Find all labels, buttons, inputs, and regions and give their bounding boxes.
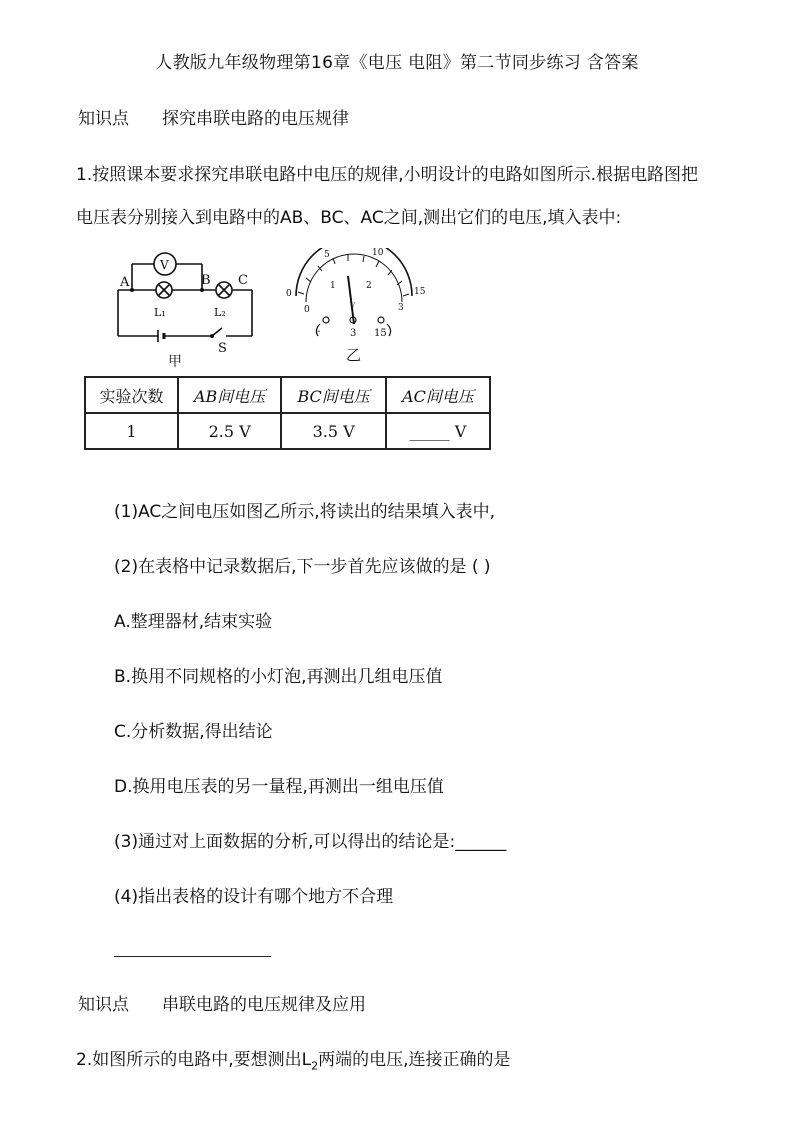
scale-bottom-3: 3: [398, 303, 404, 313]
question-2-text: [76, 1045, 511, 1072]
option-b: B.换用不同规格的小灯泡,再测出几组电压值: [114, 667, 443, 687]
figure-caption-yi: 乙: [346, 346, 362, 364]
figure-caption-jia: 甲: [168, 354, 182, 370]
scale-top-15: 15: [414, 287, 426, 297]
table-cell: 1: [85, 413, 178, 449]
question-2-subscript: 2: [311, 1059, 319, 1073]
experiment-figure: [84, 248, 504, 460]
sub-question-2: (2)在表格中记录数据后,下一步首先应该做的是 ( ): [114, 557, 491, 577]
switch-pivot: [210, 334, 214, 338]
terminal-negative: -: [317, 326, 321, 337]
scale-bottom-2: 2: [366, 281, 372, 291]
section-label: 知识点: [78, 109, 129, 129]
label-a: A: [120, 275, 130, 290]
option-d: D.换用电压表的另一量程,再测出一组电压值: [114, 777, 444, 797]
terminal-3: 3: [350, 328, 357, 339]
question-1-text: 1.按照课本要求探究串联电路中电压的规律,小明设计的电路如图所示.根据电路图把: [76, 165, 699, 185]
page-title: 人教版九年级物理第16章《电压 电阻》第二节同步练习 含答案: [155, 53, 639, 73]
meter-ticks: [298, 255, 409, 296]
voltmeter-symbol: V: [160, 258, 169, 272]
sub-question-3: (3)通过对上面数据的分析,可以得出的结论是:______: [114, 832, 507, 852]
needle-unit: V: [350, 302, 356, 310]
switch-label: S: [218, 341, 227, 356]
junction-dot-a: [130, 288, 134, 292]
table-header-row: [85, 377, 490, 413]
voltmeter-dial: [296, 248, 412, 324]
data-table: [84, 376, 491, 450]
circuit-diagram: [118, 253, 252, 342]
question-1-text-cont: 电压表分别接入到电路中的AB、BC、AC之间,测出它们的电压,填入表中:: [76, 208, 622, 228]
lamp-l1-label: L₁: [154, 306, 166, 319]
table-cell-blank: _____ V: [386, 413, 490, 449]
question-2-prefix: 2.如图所示的电路中,要想测出L: [76, 1050, 312, 1070]
section-heading: 串联电路的电压规律及应用: [162, 995, 366, 1015]
lamp-l2-label: L₂: [214, 306, 226, 319]
scale-top-0: 0: [286, 289, 292, 299]
sub-question-1: (1)AC之间电压如图乙所示,将读出的结果填入表中,: [114, 502, 496, 522]
scale-bottom-0: 0: [304, 305, 310, 315]
terminal-15: 15: [374, 328, 387, 339]
section-heading: 探究串联电路的电压规律: [162, 109, 349, 129]
answer-blank-line: [114, 956, 271, 957]
option-c: C.分析数据,得出结论: [114, 722, 273, 742]
scale-top-5: 5: [324, 250, 330, 260]
table-row: [85, 413, 490, 449]
option-a: A.整理器材,结束实验: [114, 612, 273, 632]
junction-dot-b: [200, 288, 204, 292]
table-header: AC间电压: [386, 377, 490, 413]
table-header: 实验次数: [85, 377, 178, 413]
scale-top-10: 10: [372, 248, 384, 258]
table-cell: 2.5 V: [178, 413, 281, 449]
table-cell: 3.5 V: [281, 413, 386, 449]
sub-question-4: (4)指出表格的设计有哪个地方不合理: [114, 887, 394, 907]
table-header: AB间电压: [178, 377, 281, 413]
circuit-and-meter-diagram: [84, 248, 504, 376]
scale-bottom-1: 1: [330, 281, 336, 291]
table-header: BC间电压: [281, 377, 386, 413]
question-2-suffix: 两端的电压,连接正确的是: [318, 1050, 511, 1070]
section-label: 知识点: [78, 995, 129, 1015]
label-c: C: [238, 273, 248, 288]
label-b: B: [201, 273, 211, 288]
